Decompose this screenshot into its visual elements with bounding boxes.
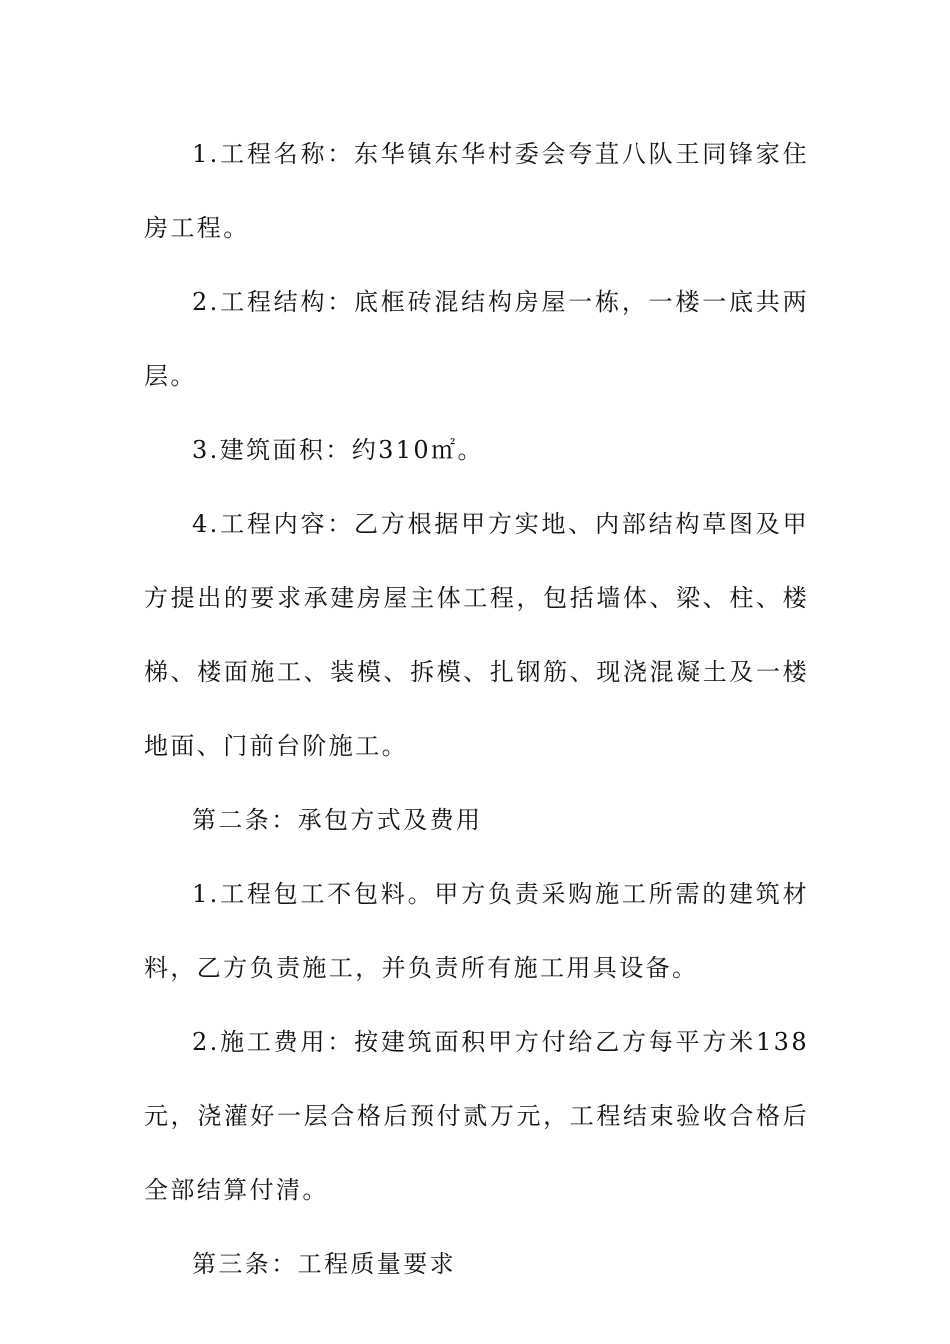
paragraph-building-area: 3.建筑面积：约310㎡。 [192,436,484,464]
paragraph-project-content: 4.工程内容：乙方根据甲方实地、内部结构草图及甲方提出的要求承建房屋主体工程，包括墙体、梁、柱、楼梯、楼面施工、装模、拆模、扎钢筋、现浇混凝土及一楼地面、门前台阶施工。 [144,510,809,760]
document-body [144,117,809,1301]
paragraph-project-structure: 2.工程结构：底框砖混结构房屋一栋，一楼一底共两层。 [144,288,809,390]
section-heading-article-2: 第二条：承包方式及费用 [192,806,483,834]
paragraph-construction-fee: 2.施工费用：按建筑面积甲方付给乙方每平方米138元，浇灌好一层合格后预付贰万元，工程结束验收合格后全部结算付清。 [144,1028,809,1204]
paragraph-contract-method: 1.工程包工不包料。甲方负责采购施工所需的建筑材料，乙方负责施工，并负责所有施工用具设备。 [144,880,809,982]
paragraph-project-name: 1.工程名称：东华镇东华村委会夸苴八队王同锋家住房工程。 [144,140,809,242]
section-heading-article-3: 第三条：工程质量要求 [192,1250,456,1278]
